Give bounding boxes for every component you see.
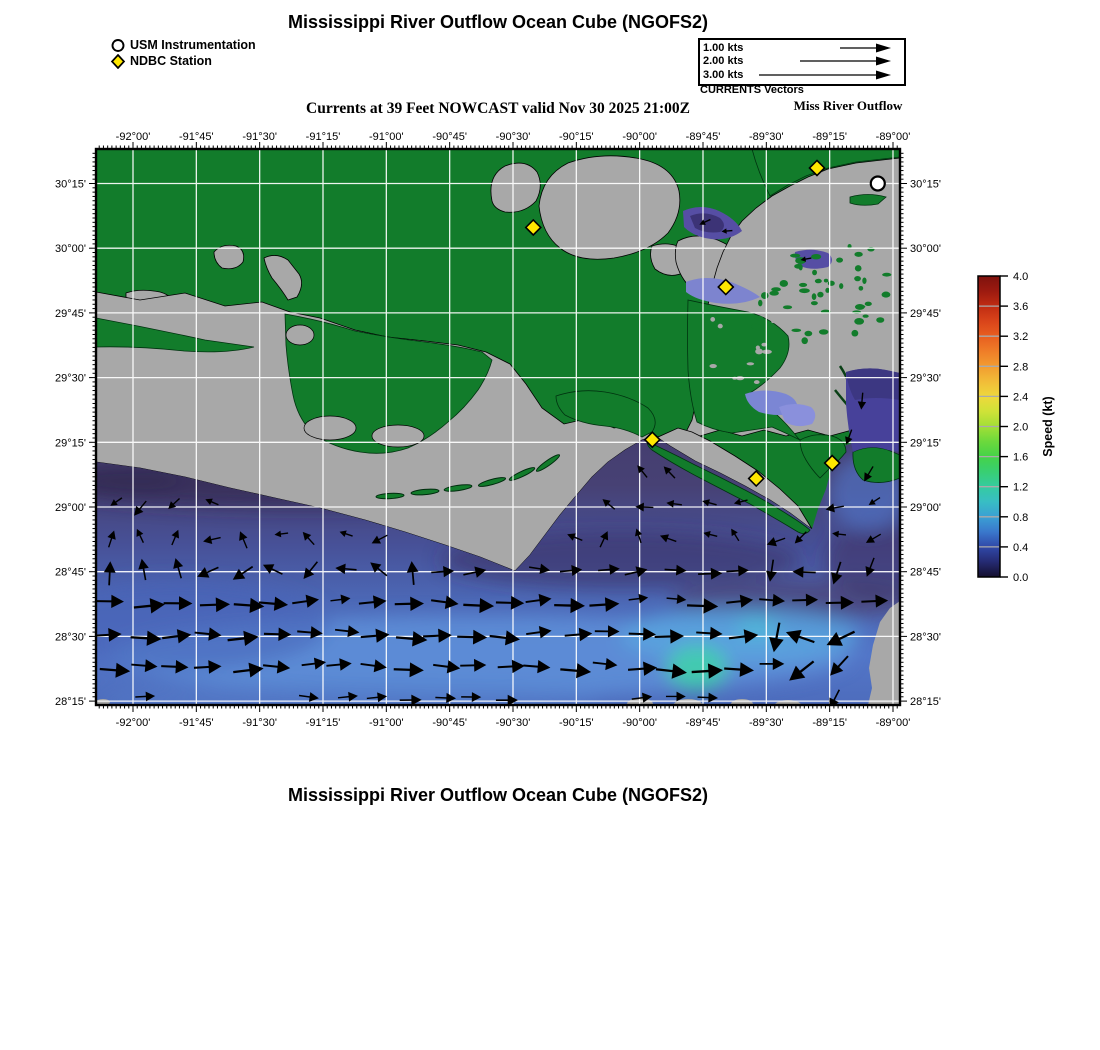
svg-text:-90°15': -90°15' bbox=[559, 131, 594, 143]
svg-text:0.4: 0.4 bbox=[1013, 541, 1029, 554]
svg-text:30°15': 30°15' bbox=[55, 178, 86, 191]
svg-text:-91°30': -91°30' bbox=[242, 131, 277, 143]
svg-text:29°00': 29°00' bbox=[910, 502, 941, 514]
svg-text:0.8: 0.8 bbox=[1013, 511, 1029, 524]
svg-text:1.2: 1.2 bbox=[1013, 481, 1029, 494]
svg-text:-90°15': -90°15' bbox=[559, 717, 594, 729]
svg-text:30°15': 30°15' bbox=[910, 178, 941, 191]
svg-text:-89°00': -89°00' bbox=[875, 131, 911, 143]
svg-text:-90°30': -90°30' bbox=[495, 717, 531, 729]
svg-text:-92°00': -92°00' bbox=[115, 717, 151, 729]
usm-instrumentation-marker bbox=[871, 177, 885, 191]
svg-text:-90°45': -90°45' bbox=[432, 131, 467, 143]
vector-scale-label: 3.00 kts bbox=[703, 68, 744, 81]
svg-text:-89°00': -89°00' bbox=[875, 717, 911, 729]
svg-text:-91°00': -91°00' bbox=[369, 131, 404, 143]
legend-label-usm: USM Instrumentation bbox=[130, 38, 256, 52]
svg-text:29°15': 29°15' bbox=[910, 437, 941, 450]
svg-text:-92°00': -92°00' bbox=[115, 131, 151, 143]
svg-text:29°00': 29°00' bbox=[55, 502, 86, 514]
svg-text:30°00': 30°00' bbox=[910, 243, 941, 256]
region-label: Miss River Outflow bbox=[793, 98, 903, 113]
svg-text:4.0: 4.0 bbox=[1013, 271, 1029, 283]
vector-scale-caption: CURRENTS Vectors bbox=[700, 84, 804, 96]
vector-scale-label: 1.00 kts bbox=[703, 41, 744, 54]
svg-text:-90°00': -90°00' bbox=[622, 717, 657, 729]
svg-text:29°45': 29°45' bbox=[910, 307, 941, 320]
svg-text:29°15': 29°15' bbox=[55, 437, 86, 450]
svg-text:0.0: 0.0 bbox=[1013, 572, 1029, 584]
svg-text:3.6: 3.6 bbox=[1013, 301, 1029, 314]
svg-text:-91°45': -91°45' bbox=[179, 131, 214, 143]
svg-text:28°15': 28°15' bbox=[910, 696, 941, 709]
svg-text:-89°30': -89°30' bbox=[749, 717, 784, 729]
svg-text:-91°15': -91°15' bbox=[305, 717, 341, 729]
svg-text:-91°00': -91°00' bbox=[369, 717, 404, 729]
svg-text:-89°45': -89°45' bbox=[685, 717, 721, 729]
colorbar-label: Speed (kt) bbox=[1041, 396, 1055, 457]
svg-text:29°45': 29°45' bbox=[55, 307, 86, 320]
page-title: Mississippi River Outflow Ocean Cube (NGOFS2) bbox=[287, 12, 709, 32]
svg-text:3.2: 3.2 bbox=[1013, 331, 1029, 344]
svg-text:-89°15': -89°15' bbox=[812, 131, 847, 143]
svg-text:-90°30': -90°30' bbox=[495, 131, 531, 143]
svg-text:30°00': 30°00' bbox=[55, 243, 86, 256]
svg-text:-89°30': -89°30' bbox=[749, 131, 784, 143]
legend-label-ndbc: NDBC Station bbox=[130, 54, 212, 68]
colorbar bbox=[978, 271, 1055, 584]
svg-text:1.6: 1.6 bbox=[1013, 451, 1029, 464]
svg-text:28°15': 28°15' bbox=[55, 696, 86, 709]
svg-text:29°30': 29°30' bbox=[910, 372, 941, 385]
plot-subtitle: Currents at 39 Feet NOWCAST valid Nov 30 2025 21:00Z bbox=[306, 100, 690, 117]
svg-text:2.8: 2.8 bbox=[1013, 361, 1029, 374]
svg-text:28°45': 28°45' bbox=[55, 566, 86, 579]
vector-scale-label: 2.00 kts bbox=[703, 55, 744, 68]
svg-text:28°45': 28°45' bbox=[910, 566, 941, 579]
svg-text:-90°45': -90°45' bbox=[432, 717, 467, 729]
svg-text:2.4: 2.4 bbox=[1013, 391, 1029, 404]
map-area bbox=[30, 149, 935, 718]
svg-text:-91°15': -91°15' bbox=[305, 131, 341, 143]
svg-text:28°30': 28°30' bbox=[910, 631, 941, 644]
svg-text:28°30': 28°30' bbox=[55, 631, 86, 644]
svg-text:2.0: 2.0 bbox=[1013, 421, 1029, 434]
svg-text:-89°15': -89°15' bbox=[812, 717, 847, 729]
svg-text:29°30': 29°30' bbox=[55, 372, 86, 385]
svg-text:-89°45': -89°45' bbox=[685, 131, 721, 143]
footer-title: Mississippi River Outflow Ocean Cube (NGOFS2) bbox=[287, 785, 709, 805]
svg-text:-90°00': -90°00' bbox=[622, 131, 657, 143]
svg-text:-91°30': -91°30' bbox=[242, 717, 277, 729]
svg-text:-91°45': -91°45' bbox=[179, 717, 214, 729]
